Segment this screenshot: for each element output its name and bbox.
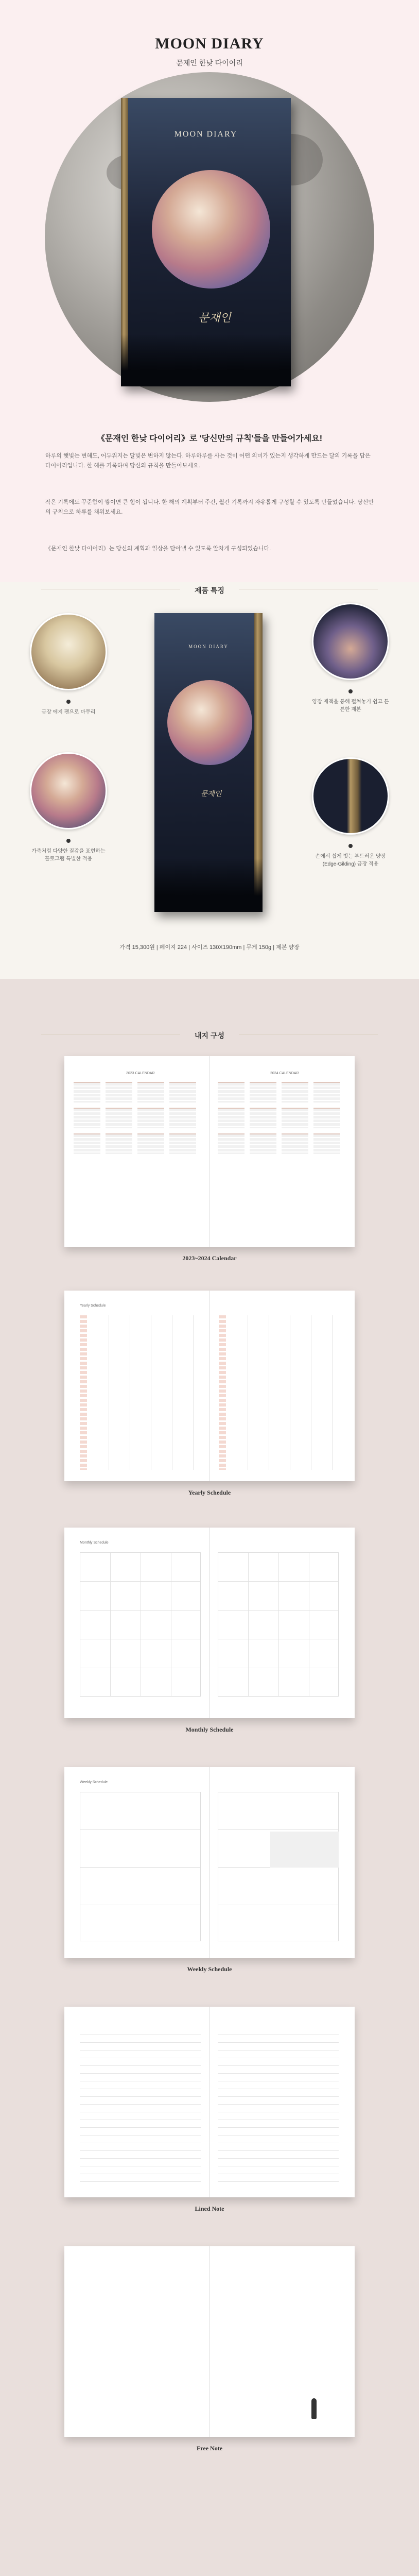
spread-yearly: [64, 1291, 355, 1481]
spread-label-free: Free Note: [196, 2445, 223, 2452]
feature-thumb-cover: [312, 603, 389, 680]
diary-book-cover: [121, 98, 291, 386]
book-signature: 문재인: [198, 312, 231, 325]
yearly-title: Yearly Schedule: [80, 1304, 106, 1308]
feature-book-signature: 문재인: [201, 790, 222, 798]
monthly-title: Monthly Schedule: [80, 1541, 109, 1545]
calendar-left-title: 2023 CALENDAR: [126, 1072, 155, 1075]
spread-calendar: [64, 1056, 355, 1247]
feature-thumb-spine: [312, 757, 389, 835]
spread-label-lined: Lined Note: [195, 2205, 224, 2212]
lead-text: 《문재인 한낮 다이어리》로 '당신만의 규칙'들을 만들어가세요!: [96, 434, 323, 443]
feature-caption-4: 손에서 쉽게 벗는 부드러운 양장(Edge-Gilding) 금장 적용: [315, 854, 386, 867]
hero-title: MOON DIARY: [155, 35, 264, 52]
book-moon-illustration: [152, 170, 270, 289]
intro-paragraph-3: 《문재인 한낮 다이어리》는 당신의 계획과 일상을 담아낼 수 있도록 알차게 구성되었습니다.: [45, 546, 271, 552]
spread-label-calendar: 2023~2024 Calendar: [182, 1255, 237, 1262]
intro-paragraph-2: 작은 기록에도 꾸준함이 쌓이면 큰 힘이 됩니다. 한 해의 계획부터 주간, 월간 기록까지 자유롭게 구성할 수 있도록 만들었습니다. 당신만의 규칙으로 하루를 채워보세요.: [45, 499, 374, 515]
spread-label-yearly: Yearly Schedule: [188, 1489, 231, 1496]
pages-heading: 내지 구성: [195, 1031, 224, 1040]
spread-lined: [64, 2007, 355, 2197]
book-cover-title: MOON DIARY: [174, 130, 238, 139]
feature-caption-1: 금장 에지 팬으로 마무리: [41, 709, 96, 715]
spread-label-monthly: Monthly Schedule: [185, 1726, 234, 1733]
feature-book-moon: [167, 680, 252, 765]
feature-thumb-gilded-edge: [30, 613, 107, 690]
intro-paragraph-1: 하루의 햇빛는 변해도, 어두워지는 달빛은 변하지 않는다. 하루하루를 사는 것이 어떤 의미가 있는지 생각하게 만드는 달의 기록을 담은 다이어리입니다. 한 해를 기록하며 당신의 규칙을 만들어보세요.: [45, 453, 371, 469]
product-specs: 가격 15,300원 | 페이지 224 | 사이즈 130X190mm | 무게 150g | 제본 양장: [119, 944, 300, 951]
features-section: [0, 582, 419, 979]
feature-caption-2: 양장 제책을 통해 펼쳐놓기 쉽고 튼튼한 제본: [312, 699, 389, 713]
feature-book-title: MOON DIARY: [188, 644, 229, 649]
weekly-title: Weekly Schedule: [80, 1781, 108, 1784]
features-heading: 제품 특징: [195, 586, 224, 595]
spread-monthly: [64, 1528, 355, 1718]
spread-label-weekly: Weekly Schedule: [187, 1965, 232, 1973]
calendar-right-title: 2024 CALENDAR: [270, 1072, 299, 1075]
feature-book-image: [154, 613, 263, 912]
spread-free: [64, 2246, 355, 2437]
inner-pages-section: [0, 979, 419, 2576]
hero-subtitle: 문제인 한낮 다이어리: [176, 59, 243, 67]
hero-section: [0, 0, 419, 582]
feature-thumb-hologram: [30, 752, 107, 829]
spread-weekly: [64, 1767, 355, 1958]
feature-caption-3: 가죽처럼 다양한 질감을 표현하는 홀로그램 특별한 적용: [31, 849, 106, 862]
free-note-figure: [311, 2398, 317, 2419]
